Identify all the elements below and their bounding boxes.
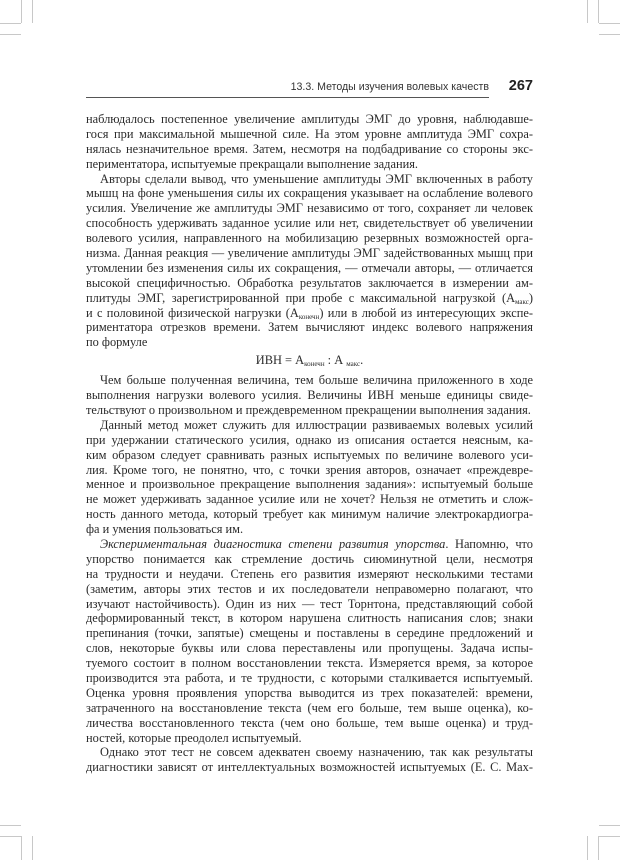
text-line: туемого состоит в полном восстановлении текста. Измеряется время, за которое <box>86 656 533 671</box>
text-line: утомлении без изменения силы их сокращения, — отмечали авторы, — отличается <box>86 260 533 275</box>
text-line: ким образом следует сравнивать разных испытуемых по величине волевого уси- <box>86 447 533 462</box>
text-segment: ) или в любой из интересующих экспе- <box>319 305 533 320</box>
section-title: 13.3. Методы изучения волевых качеств <box>290 81 489 93</box>
text-line: выполнения нагрузки волевого усилия. Величины ИВН меньше единицы свиде- <box>86 388 533 403</box>
text-line: гося при максимальной мышечной силе. На этом уровне амплитуда ЭМГ сохра- <box>86 126 533 141</box>
text-line: лия. Кроме того, не понятно, что, с точки зрения авторов, означает «преждевре- <box>86 462 533 477</box>
page-number: 267 <box>508 78 533 94</box>
text-line: фа и умения пользоваться им. <box>86 522 244 537</box>
subscript: макс <box>346 360 361 369</box>
text-segment: . <box>360 353 364 368</box>
text-line: упорство понимается как стремление достичь сиюминутной цели, несмотря <box>86 551 533 566</box>
text-line: диагностики зависят от интеллектуальных возможностей испытуемых (Е. С. Мах- <box>86 760 533 775</box>
text-segment: . Напомню, что <box>445 536 533 551</box>
text-line: Однако этот тест не совсем адекватен своему назначению, так как результаты <box>100 745 533 760</box>
text-line <box>86 306 533 321</box>
crop-mark <box>599 825 620 826</box>
crop-mark <box>21 0 22 23</box>
text-line: (заметим, авторы этих тестов и их последователи неправомерно полагают, что <box>86 581 533 596</box>
crop-mark <box>0 825 21 826</box>
text-line: слов, некоторые буквы или слова переставлены или пропущены. Задача испы- <box>86 641 533 656</box>
text-line: не может удерживать заданное усилие или не хочет? Нельзя не отметить и слож- <box>86 492 533 507</box>
text-line: менное и произвольное прекращение выполнения задания»: испытуемый больше <box>86 477 533 492</box>
text-line: препинания (точки, запятые) смещены и поставлены в середине предложений и <box>86 626 533 641</box>
subscript: конечн <box>298 312 320 321</box>
text-segment: ) <box>528 290 533 305</box>
crop-mark <box>0 23 21 24</box>
text-line: нялась незначительное время. Затем, несмотря на подбадривание со стороны экс- <box>86 141 533 156</box>
paragraph <box>86 745 533 775</box>
paragraph <box>86 418 533 537</box>
text-line: периментатора, испытуемые прекращали выполнение задания. <box>86 156 419 171</box>
running-header <box>86 78 533 98</box>
crop-mark <box>599 23 620 24</box>
paragraph <box>86 373 533 418</box>
text-line: Оценка уровня проявления упорства выводится из трех показателей: времени, <box>86 685 533 700</box>
text-line: Авторы сделали вывод, что уменьшение амплитуды ЭМГ включенных в работу <box>100 171 533 186</box>
crop-mark <box>587 836 588 860</box>
text-line: мышц на фоне уменьшения силы их сокращения указывает на ослабление волевого <box>86 186 533 201</box>
text-line: ностей, которые преодолел испытуемый. <box>86 730 302 745</box>
text-line: деформированный текст, в котором нарушена слитность написания слов; знаки <box>86 611 533 626</box>
text-segment: плитуды ЭМГ, зарегистрированной при пробе с максимальной нагрузкой (А <box>86 290 516 305</box>
text-line: на трудности и неудачи. Степень его развития измеряют несколькими тестами <box>86 566 533 581</box>
crop-mark <box>598 0 599 23</box>
crop-mark <box>32 836 33 860</box>
text-line: способность удерживать заданное усилие или нет, свидетельствует об увеличении <box>86 216 533 231</box>
italic-heading: Экспериментальная диагностика степени развития упорства <box>100 536 446 551</box>
crop-mark <box>0 34 21 35</box>
text-line: производится эта работа, и те трудности, с которыми сталкивается испытуемый. <box>86 670 533 685</box>
text-line: по формуле <box>86 335 148 350</box>
paragraph <box>86 172 533 351</box>
text-line <box>86 537 533 552</box>
text-line: Данный метод может служить для иллюстрации развиваемых волевых усилий <box>100 417 533 432</box>
text-line: личества восстановленного текста (чем оно больше, тем выше оценка) и труд- <box>86 715 533 730</box>
text-line: изучают настойчивость). Один из них — тест Торнтона, представляющий собой <box>86 596 533 611</box>
formula <box>86 353 533 368</box>
body-text <box>86 112 533 775</box>
text-line: низма. Данная реакция — увеличение амплитуды ЭМГ задействованных мышц при <box>86 246 533 261</box>
text-line: риментатора отрезков времени. Затем вычисляют индекс волевого напряжения <box>86 320 533 335</box>
crop-mark <box>21 836 22 860</box>
text-line: тельствуют о произвольном и преждевременном прекращении выполнения задания. <box>86 402 531 417</box>
paragraph <box>86 537 533 745</box>
text-line: ность данного метода, который требует как минимум наличие электрокардиогра- <box>86 507 533 522</box>
text-line: наблюдалось постепенное увеличение амплитуды ЭМГ до уровня, наблюдавше- <box>86 112 533 126</box>
text-line: волевого усилия, направленного на мобилизацию резервных возможностей орга- <box>86 231 533 246</box>
text-line: высокой специфичностью. Обработка результатов заключается в измерении ам- <box>86 275 533 290</box>
text-line: при удержании статического усилия, однако из описания остается неясным, ка- <box>86 432 533 447</box>
paragraph <box>86 112 533 172</box>
text-line: усилия. Увеличение же амплитуды ЭМГ независимо от того, сохраняет ли человек <box>86 201 533 216</box>
text-line <box>86 291 533 306</box>
text-segment: и с половиной физической нагрузки (А <box>86 305 299 320</box>
text-line: затраченного на восстановление текста (чем его больше, тем выше оценка), ко- <box>86 700 533 715</box>
crop-mark <box>32 0 33 23</box>
crop-mark <box>0 836 21 837</box>
text-segment: ИВН = А <box>255 353 305 368</box>
text-line: Чем больше полученная величина, тем больше величина приложенного в ходе <box>100 373 533 388</box>
subscript: конечн <box>304 360 325 369</box>
text-segment: : А <box>324 353 347 368</box>
crop-mark <box>599 836 620 837</box>
text-line <box>86 353 533 368</box>
subscript: макс <box>515 297 529 306</box>
header-rule <box>86 97 489 98</box>
crop-mark <box>587 0 588 23</box>
crop-mark <box>599 34 620 35</box>
crop-mark <box>598 836 599 860</box>
